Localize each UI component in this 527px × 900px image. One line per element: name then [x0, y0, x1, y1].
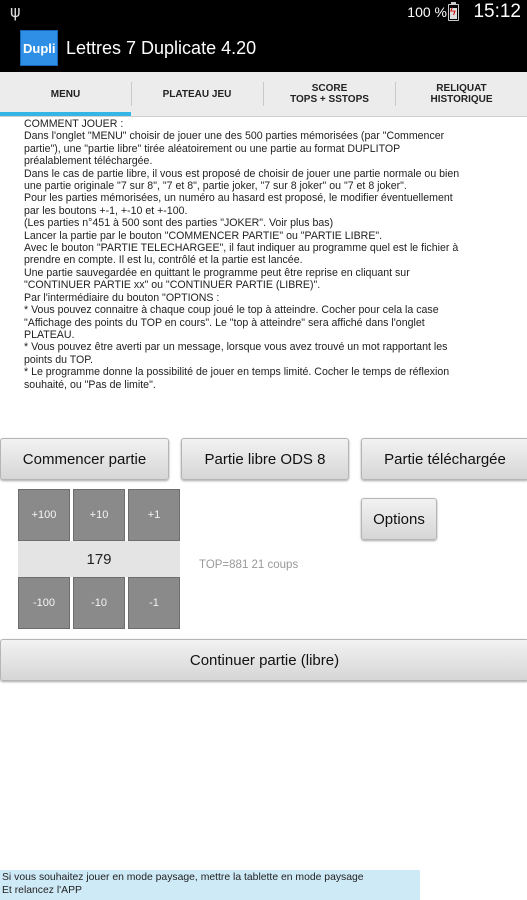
- instruction-line: PLATEAU.: [24, 328, 75, 341]
- minus-100-button[interactable]: -100: [18, 577, 70, 629]
- instruction-line: souhaité, ou "Pas de limite".: [24, 378, 156, 391]
- tab-reliquat-line2: HISTORIQUE: [430, 94, 493, 105]
- tab-score-label: [290, 83, 369, 105]
- instruction-line: * Vous pouvez connaitre à chaque coup joué le top à atteindre. Cocher pour cela la case: [24, 304, 439, 317]
- tab-reliquat-label: [430, 83, 492, 105]
- instruction-line: points du TOP.: [24, 353, 93, 366]
- instruction-line: Une partie sauvegardée en quittant le programme peut être reprise en cliquant sur: [24, 266, 410, 279]
- partie-telechargee-button[interactable]: Partie téléchargée: [361, 438, 527, 480]
- instruction-line: * Le programme donne la possibilité de jouer en temps limité. Cocher le temps de réflexion: [24, 366, 450, 379]
- tab-plateau-jeu-label: PLATEAU JEU: [162, 88, 232, 100]
- tab-bar: [0, 72, 527, 117]
- tab-reliquat[interactable]: [396, 72, 527, 116]
- tab-menu[interactable]: [0, 72, 131, 116]
- landscape-hint-line1: Si vous souhaitez jouer en mode paysage, mettre la tablette en mode paysage: [2, 872, 364, 883]
- instruction-line: Dans l'onglet "MENU" choisir de jouer une des 500 parties mémorisées (par "Commencer: [24, 130, 445, 143]
- instruction-line: préalablement téléchargée.: [24, 155, 153, 168]
- plus-100-button[interactable]: +100: [18, 489, 70, 541]
- plus-10-button[interactable]: +10: [73, 489, 125, 541]
- plus-1-button[interactable]: +1: [128, 489, 180, 541]
- action-bar: [0, 24, 527, 72]
- instruction-line: une partie originale "7 sur 8", "7 et 8", partie joker, "7 sur 8 joker" ou "7 et 8 joker".: [24, 180, 407, 193]
- instruction-line: * Vous pouvez être averti par un message, lorsque vous avez trouvé un mot rapportant les: [24, 341, 448, 354]
- tab-score-line1: SCORE: [311, 83, 348, 94]
- landscape-hint-line2: Et relancez l'APP: [2, 885, 82, 896]
- battery-percent: 100 %: [407, 4, 447, 20]
- instruction-line: par les boutons +-1, +-10 et +-100.: [24, 204, 188, 217]
- tab-score[interactable]: [264, 72, 395, 116]
- instruction-line: COMMENT JOUER :: [24, 118, 124, 130]
- instruction-line: "CONTINUER PARTIE xx" ou "CONTINUER PARTIE (LIBRE)".: [24, 279, 321, 292]
- instruction-line: (Les parties n°451 à 500 sont des parties "JOKER". Voir plus bas): [24, 217, 334, 230]
- minus-10-button[interactable]: -10: [73, 577, 125, 629]
- instruction-line: prendre en compte. Il est lu, contrôlé et la partie est lancée.: [24, 254, 303, 267]
- minus-1-button[interactable]: -1: [128, 577, 180, 629]
- tab-menu-label: MENU: [50, 88, 81, 100]
- game-number-value: 179: [18, 541, 180, 577]
- instruction-line: Pour les parties mémorisées, un numéro au hasard est proposé, le modifier éventuellement: [24, 192, 453, 205]
- status-bar: [0, 0, 527, 24]
- app-title: Lettres 7 Duplicate 4.20: [66, 38, 257, 58]
- instruction-line: Par l'intermédiaire du bouton "OPTIONS :: [24, 291, 220, 304]
- commencer-partie-button[interactable]: Commencer partie: [0, 438, 169, 480]
- instruction-line: Avec le bouton "PARTIE TELECHARGEE", il faut indiquer au programme quel est le fichier à: [24, 242, 459, 255]
- instruction-line: Dans le cas de partie libre, il vous est proposé de choisir de jouer une partie normale ou bien: [24, 167, 460, 180]
- instruction-line: "Affichage des points du TOP en cours". Le "top à atteindre" sera affiché dans l'onglet: [24, 316, 425, 329]
- battery-icon: ϟ: [448, 4, 459, 21]
- options-button[interactable]: Options: [361, 498, 437, 540]
- instruction-line: partie"), une "partie libre" tirée aléatoirement ou une partie au format DUPLITOP: [24, 142, 401, 155]
- tab-plateau-jeu[interactable]: [132, 72, 262, 116]
- tab-score-line2: TOPS + SSTOPS: [290, 94, 369, 105]
- instruction-line: Lancer la partie par le bouton "COMMENCER PARTIE" ou "PARTIE LIBRE".: [24, 229, 383, 242]
- tab-reliquat-line1: RELIQUAT: [436, 83, 487, 94]
- status-clock: 15:12: [473, 1, 521, 22]
- continuer-partie-button[interactable]: Continuer partie (libre): [0, 639, 527, 681]
- top-info: TOP=881 21 coups: [199, 559, 299, 571]
- partie-libre-button[interactable]: Partie libre ODS 8: [181, 438, 349, 480]
- app-icon[interactable]: Dupli: [20, 30, 58, 66]
- landscape-hint: [0, 870, 420, 900]
- instructions-text: [24, 118, 519, 430]
- usb-icon: ψ: [10, 2, 21, 21]
